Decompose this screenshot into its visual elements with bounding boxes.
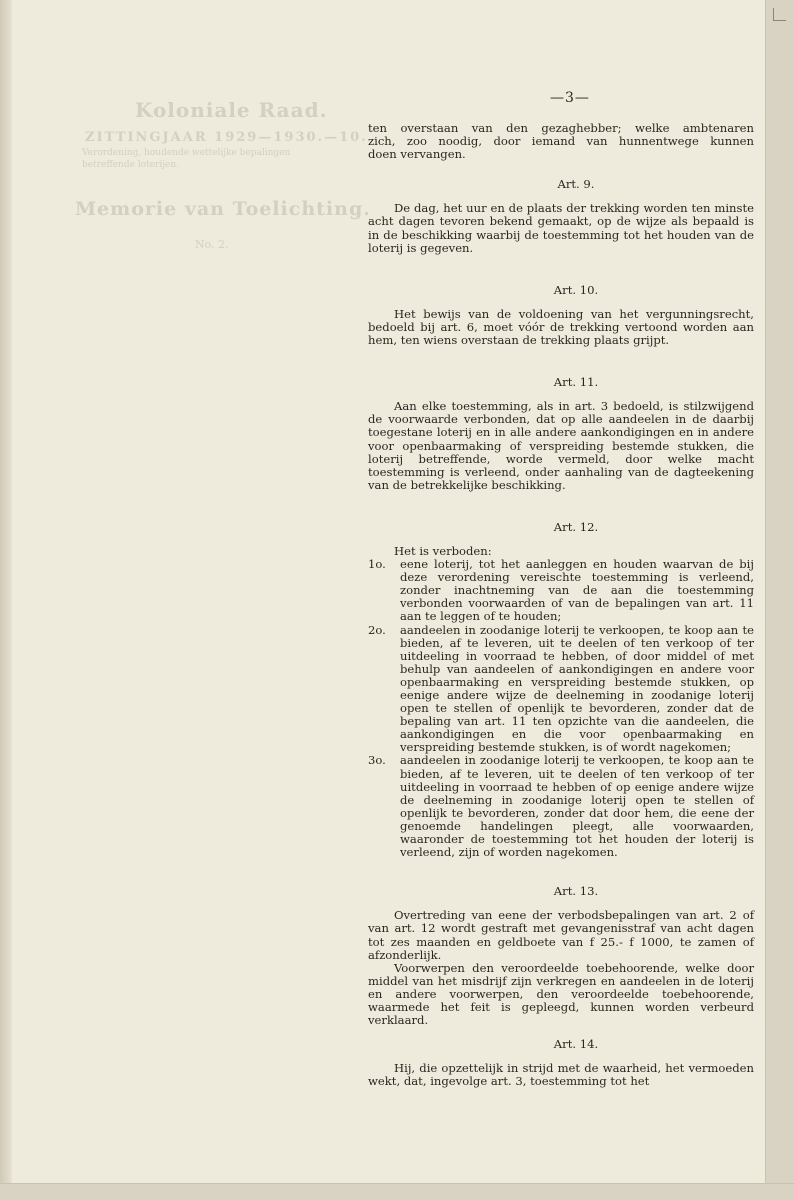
article-heading: Art. 14. <box>553 1037 599 1052</box>
article-text: De dag, het uur en de plaats der trekking worden ten minste acht dagen tevoren bekend gemaakt, op de wijze als bepaald is in de beschikking waarbij de toestemming tot het houden van de loterij is gegeven. <box>368 201 754 255</box>
list-item <box>368 754 754 859</box>
page-number: —3— <box>550 90 590 106</box>
article-heading: Art. 9. <box>557 177 595 192</box>
article-heading: Art. 13. <box>553 884 599 899</box>
list-text: aandeelen in zoodanige loterij te verkoopen, te koop aan te bieden, af te leveren, uit te deelen of ten verkoop of ter uitdeeling in voorraad te hebben, of door middel of met behulp van aandeelen of aankondigingen en andere voor openbaarmaking en verspreiding bestemde stukken, op eenige andere wijze de deelneming in zoodanige loterij open te stellen of openlijk te bevorderen, zonder dat de bepaling van art. 11 ten opzichte van die aandeelen, die aankondigingen en die voor openbaarmaking en verspreiding bestemde stukken, is of wordt nagekomen; <box>400 622 754 755</box>
article-lead: Het is verboden: <box>394 543 492 558</box>
show-through-text: Koloniale Raad. <box>135 98 328 122</box>
show-through-text: Memorie van Toelichting. <box>75 198 371 220</box>
article-text: Overtreding van eene der verbodsbepalingen van art. 2 of van art. 12 wordt gestraft met gevangenisstraf van acht dagen tot zes maanden en geldboete van f 25.- f 1000, te zamen of afzonderlijk. <box>368 908 754 962</box>
document-body <box>368 122 754 1088</box>
scan-margin-bottom <box>0 1183 794 1200</box>
list-number: 1o. <box>368 557 386 572</box>
page-binding-edge <box>0 0 12 1200</box>
corner-crop-mark <box>773 8 786 21</box>
show-through-text: betreffende loterijen. <box>82 160 179 170</box>
article-text: Aan elke toestemming, als in art. 3 bedoeld, is stilzwijgend de voorwaarde verbonden, dat op alle aandeelen in de daarbij toegestane loterij en in alle andere aankondigingen en in andere voor openbaarmaking of verspreiding bestemde stukken, die loterij betreffende, worde vermeld, door welke macht toestemming is verleend, onder aanhaling van de dagteekening van de betrekkelijke beschikking. <box>368 399 754 492</box>
article-text: Voorwerpen den veroordeelde toebehoorende, welke door middel van het misdrijf zijn verkregen en aandeelen in de loterij en andere voorwerpen, den veroordeelde toebehoorende, waarmede het feit is gepleegd, kunnen worden verbeurd verklaard. <box>368 960 754 1028</box>
list-item <box>368 558 754 623</box>
list-text: eene loterij, tot het aanleggen en houden waarvan de bij deze verordening vereischte toestemming is verleend, zonder inachtneming van de aan die toestemming verbonden voorwaarden of van de bepalingen van art. 11 aan te leggen of te houden; <box>400 557 754 624</box>
show-through-text: ZITTINGJAAR 1929—1930.—10. <box>85 130 368 145</box>
list-number: 3o. <box>368 753 386 768</box>
scan-margin-right <box>765 0 794 1200</box>
article-heading: Art. 12. <box>553 519 599 534</box>
show-through-text: Verordening, houdende wettelijke bepalingen <box>82 148 291 158</box>
article-heading: Art. 10. <box>553 282 599 297</box>
intro-line: ten overstaan van den gezaghebber; welke ambtenaren <box>368 121 754 135</box>
show-through-text: No. 2. <box>195 238 229 251</box>
list-number: 2o. <box>368 622 386 637</box>
list-text: aandeelen in zoodanige loterij te verkoopen, te koop aan te bieden, af te leveren, uit te deelen of ten verkoop of ter uitdeeling in voorraad te hebben of op eenige andere wijze de deelneming in zoodanige loterij open te stellen of openlijk te bevorderen, zonder dat door hem, die eene der genoemde handelingen pleegt, alle voorwaarden, waaronder de toestemming tot het houden der loterij is verleend, zijn of worden nagekomen. <box>400 753 754 860</box>
intro-line: zich, zoo noodig, door iemand van hunnentwege kunnen <box>368 134 754 149</box>
intro-line: doen vervangen. <box>368 147 466 162</box>
article-text: Het bewijs van de voldoening van het vergunningsrecht, bedoeld bij art. 6, moet vóór de trekking vertoond worden aan hem, ten wiens overstaan de trekking plaats grijpt. <box>368 306 754 348</box>
list-item <box>368 624 754 755</box>
article-heading: Art. 11. <box>553 375 599 390</box>
article-text: Hij, die opzettelijk in strijd met de waarheid, het vermoeden wekt, dat, ingevolge art. 3, toestemming tot het <box>368 1061 754 1089</box>
